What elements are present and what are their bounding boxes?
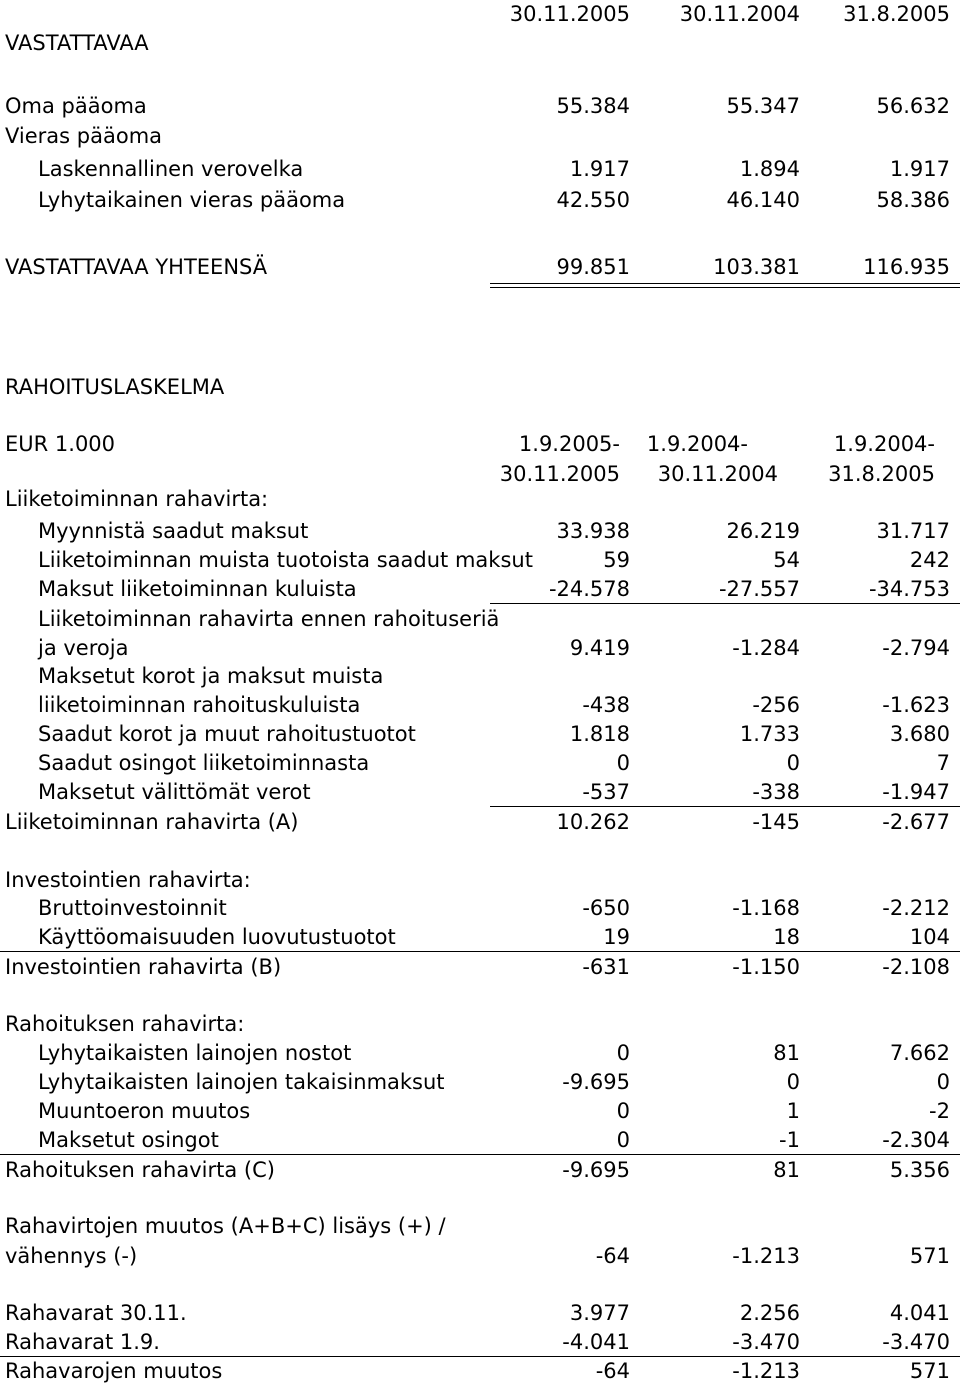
balance-date-2: 30.11.2004 xyxy=(679,2,800,26)
value-col-1: 59 xyxy=(603,548,630,572)
table-row xyxy=(0,923,960,952)
value-col-2: 103.381 xyxy=(713,255,800,279)
value-col-1: -9.695 xyxy=(562,1158,630,1182)
total-row xyxy=(0,1156,960,1185)
section-heading xyxy=(0,485,960,514)
value-col-3: 104 xyxy=(909,925,950,949)
row-label: Vieras pääoma xyxy=(5,124,163,148)
value-col-3: 7.662 xyxy=(889,1041,950,1065)
currency-label: EUR 1.000 xyxy=(5,432,116,456)
value-col-3: -2.794 xyxy=(882,636,950,660)
value-col-1: -650 xyxy=(582,896,630,920)
value-col-3: -1.947 xyxy=(882,780,950,804)
balance-date-1: 30.11.2005 xyxy=(509,2,630,26)
row-label: Maksetut välittömät verot xyxy=(38,780,311,804)
row-label: Investointien rahavirta (B) xyxy=(5,955,282,979)
row-label: Laskennallinen verovelka xyxy=(38,157,304,181)
value-col-3: 31.717 xyxy=(876,519,950,543)
value-col-3: 571 xyxy=(909,1244,950,1268)
value-col-1: 9.419 xyxy=(569,636,630,660)
section-total-line xyxy=(0,951,960,952)
row-label: Rahoituksen rahavirta: xyxy=(5,1012,245,1036)
section-heading xyxy=(0,866,960,895)
value-col-1: 3.977 xyxy=(569,1301,630,1325)
value-col-2: -338 xyxy=(752,780,800,804)
table-row xyxy=(0,605,960,634)
period-2-end: 30.11.2004 xyxy=(657,462,778,486)
row-label: Rahoituksen rahavirta (C) xyxy=(5,1158,275,1182)
value-col-2: -1.213 xyxy=(732,1244,800,1268)
row-label: Liiketoiminnan rahavirta (A) xyxy=(5,810,299,834)
value-col-1: 1.818 xyxy=(569,722,630,746)
value-col-1: -438 xyxy=(582,693,630,717)
row-label: Rahavarojen muutos xyxy=(5,1359,223,1383)
table-row xyxy=(0,1212,960,1241)
section-total-line xyxy=(0,1154,960,1155)
value-col-3: 1.917 xyxy=(889,157,950,181)
row-label: Liiketoiminnan rahavirta ennen rahoituseriä xyxy=(38,607,500,631)
value-col-1: 55.384 xyxy=(556,94,630,118)
value-col-1: -24.578 xyxy=(548,577,630,601)
double-underline xyxy=(490,283,960,288)
table-row xyxy=(0,517,960,546)
value-col-2: 54 xyxy=(773,548,800,572)
value-col-1: 99.851 xyxy=(556,255,630,279)
value-col-3: 242 xyxy=(909,548,950,572)
value-col-3: -2.212 xyxy=(882,896,950,920)
row-label: Oma pääoma xyxy=(5,94,147,118)
row-label: Maksut liiketoiminnan kuluista xyxy=(38,577,357,601)
value-col-2: 18 xyxy=(773,925,800,949)
table-row xyxy=(0,122,960,151)
value-col-3: -2.677 xyxy=(882,810,950,834)
value-col-2: 2.256 xyxy=(739,1301,800,1325)
balance-header-row xyxy=(0,0,960,29)
cashflow-title-row xyxy=(0,373,960,402)
value-col-1: 33.938 xyxy=(556,519,630,543)
value-col-3: 56.632 xyxy=(876,94,950,118)
value-col-2: 0 xyxy=(786,1070,800,1094)
value-col-2: -1.150 xyxy=(732,955,800,979)
value-col-2: 1 xyxy=(786,1099,800,1123)
value-col-1: 42.550 xyxy=(556,188,630,212)
value-col-2: 1.733 xyxy=(739,722,800,746)
table-row xyxy=(0,186,960,215)
value-col-1: 10.262 xyxy=(556,810,630,834)
value-col-3: 7 xyxy=(936,751,950,775)
value-col-1: 0 xyxy=(616,1128,630,1152)
section-heading xyxy=(0,1010,960,1039)
value-col-3: -34.753 xyxy=(868,577,950,601)
row-label: vähennys (-) xyxy=(5,1244,138,1268)
table-row xyxy=(0,691,960,720)
value-col-2: 1.894 xyxy=(739,157,800,181)
period-2-start: 1.9.2004- xyxy=(646,432,748,456)
value-col-3: -1.623 xyxy=(882,693,950,717)
table-row xyxy=(0,253,960,282)
row-label: Saadut korot ja muut rahoitustuotot xyxy=(38,722,416,746)
total-row xyxy=(0,1357,960,1386)
value-col-3: 3.680 xyxy=(889,722,950,746)
period-header-row xyxy=(0,430,960,459)
value-col-3: 0 xyxy=(936,1070,950,1094)
table-row xyxy=(0,634,960,663)
value-col-2: 26.219 xyxy=(726,519,800,543)
value-col-3: 4.041 xyxy=(889,1301,950,1325)
value-col-2: 0 xyxy=(786,751,800,775)
table-row xyxy=(0,92,960,121)
row-label: Myynnistä saadut maksut xyxy=(38,519,309,543)
row-label: Maksetut korot ja maksut muista xyxy=(38,664,384,688)
row-label: Lyhytaikainen vieras pääoma xyxy=(38,188,346,212)
value-col-3: -3.470 xyxy=(882,1330,950,1354)
value-col-1: -631 xyxy=(582,955,630,979)
value-col-2: -145 xyxy=(752,810,800,834)
row-label: Käyttöomaisuuden luovutustuotot xyxy=(38,925,396,949)
value-col-2: 46.140 xyxy=(726,188,800,212)
row-label: Lyhytaikaisten lainojen nostot xyxy=(38,1041,352,1065)
value-col-1: -64 xyxy=(595,1359,630,1383)
value-col-1: 0 xyxy=(616,1041,630,1065)
value-col-3: 116.935 xyxy=(863,255,950,279)
value-col-1: 1.917 xyxy=(569,157,630,181)
table-row xyxy=(0,894,960,923)
value-col-3: -2.304 xyxy=(882,1128,950,1152)
value-col-3: -2 xyxy=(929,1099,950,1123)
subtotal-line xyxy=(490,806,960,807)
cashflow-title: RAHOITUSLASKELMA xyxy=(5,375,225,399)
table-row xyxy=(0,1299,960,1328)
row-label: Liiketoiminnan rahavirta: xyxy=(5,487,269,511)
total-row xyxy=(0,808,960,837)
value-col-2: 81 xyxy=(773,1041,800,1065)
value-col-2: -27.557 xyxy=(718,577,800,601)
value-col-2: -1.213 xyxy=(732,1359,800,1383)
value-col-2: 81 xyxy=(773,1158,800,1182)
value-col-2: -1.168 xyxy=(732,896,800,920)
balance-title: VASTATTAVAA xyxy=(5,31,149,55)
row-label: VASTATTAVAA YHTEENSÄ xyxy=(5,255,268,279)
value-col-1: 0 xyxy=(616,1099,630,1123)
value-col-1: -537 xyxy=(582,780,630,804)
period-1-end: 30.11.2005 xyxy=(499,462,620,486)
table-row xyxy=(0,1068,960,1097)
value-col-1: -4.041 xyxy=(562,1330,630,1354)
value-col-3: 571 xyxy=(909,1359,950,1383)
table-row xyxy=(0,575,960,604)
value-col-2: -1.284 xyxy=(732,636,800,660)
table-row xyxy=(0,155,960,184)
period-3-start: 1.9.2004- xyxy=(833,432,935,456)
row-label: Saadut osingot liiketoiminnasta xyxy=(38,751,370,775)
value-col-2: -3.470 xyxy=(732,1330,800,1354)
row-label: Lyhytaikaisten lainojen takaisinmaksut xyxy=(38,1070,445,1094)
table-row xyxy=(0,1039,960,1068)
table-row xyxy=(0,778,960,807)
row-label: Rahavirtojen muutos (A+B+C) lisäys (+) / xyxy=(5,1214,446,1238)
table-row xyxy=(0,546,960,575)
table-row xyxy=(0,749,960,778)
subtotal-line xyxy=(490,603,960,604)
table-row xyxy=(0,1126,960,1155)
table-row xyxy=(0,1097,960,1126)
total-row xyxy=(0,1242,960,1271)
total-row xyxy=(0,953,960,982)
row-label: Muuntoeron muutos xyxy=(38,1099,251,1123)
period-1-start: 1.9.2005- xyxy=(518,432,620,456)
row-label: Rahavarat 1.9. xyxy=(5,1330,160,1354)
value-col-3: 5.356 xyxy=(889,1158,950,1182)
row-label: Investointien rahavirta: xyxy=(5,868,251,892)
balance-title-row xyxy=(0,29,960,58)
value-col-2: -256 xyxy=(752,693,800,717)
value-col-2: -1 xyxy=(779,1128,800,1152)
table-row xyxy=(0,662,960,691)
table-row xyxy=(0,720,960,749)
value-col-2: 55.347 xyxy=(726,94,800,118)
row-label: Liiketoiminnan muista tuotoista saadut maksut xyxy=(38,548,533,572)
value-col-3: -2.108 xyxy=(882,955,950,979)
value-col-1: -9.695 xyxy=(562,1070,630,1094)
period-3-end: 31.8.2005 xyxy=(828,462,935,486)
value-col-3: 58.386 xyxy=(876,188,950,212)
row-label: liiketoiminnan rahoituskuluista xyxy=(38,693,361,717)
table-row xyxy=(0,1328,960,1357)
value-col-1: -64 xyxy=(595,1244,630,1268)
row-label: Bruttoinvestoinnit xyxy=(38,896,227,920)
balance-date-3: 31.8.2005 xyxy=(843,2,950,26)
row-label: Rahavarat 30.11. xyxy=(5,1301,187,1325)
value-col-1: 0 xyxy=(616,751,630,775)
row-label: Maksetut osingot xyxy=(38,1128,219,1152)
value-col-1: 19 xyxy=(603,925,630,949)
row-label: ja veroja xyxy=(38,636,129,660)
